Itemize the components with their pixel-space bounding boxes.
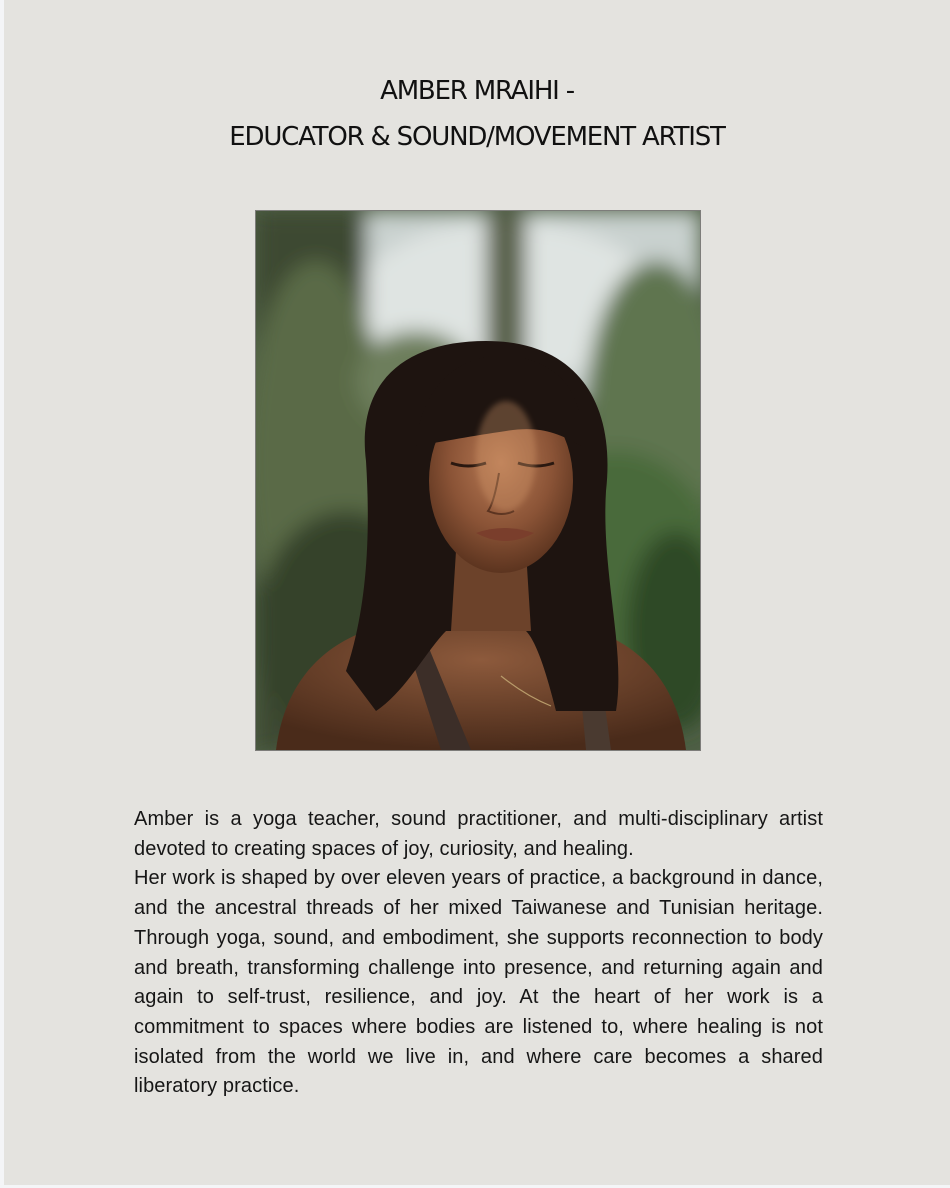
portrait-illustration [256, 211, 700, 750]
portrait-photo [255, 210, 701, 751]
bio-text [134, 805, 823, 1102]
bio-paragraph-intro: Amber is a yoga teacher, sound practitioner, and multi-disciplinary artist devoted to creating spaces of joy, curiosity, and healing. [134, 808, 823, 860]
bio-page [4, 0, 950, 1185]
page-title-name: AMBER MRAIHI - [380, 76, 574, 106]
bio-paragraph-body: Her work is shaped by over eleven years of practice, a background in dance, and the ancestral threads of her mixed Taiwanese and Tunisian heritage. Through yoga, sound, and embodiment, she supports reconnection to body and breath, transforming challenge into presence, and returning again and again to self-trust, resilience, and joy. At the heart of her work is a commitment to spaces where bodies are listened to, where healing is not isolated from the world we live in, and where care becomes a shared liberatory practice. [134, 867, 823, 1098]
page-title-role: EDUCATOR & SOUND/MOVEMENT ARTIST [229, 122, 725, 152]
